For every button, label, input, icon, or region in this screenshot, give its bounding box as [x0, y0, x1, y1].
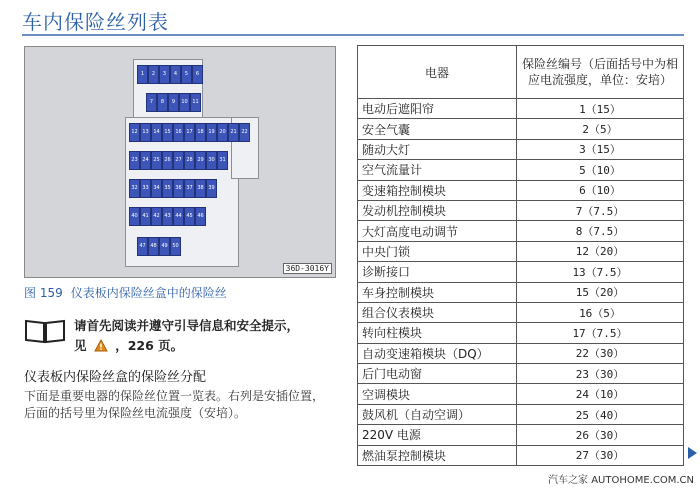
fuse-slot: 26 [162, 151, 173, 170]
fuse-slot: 10 [179, 93, 190, 112]
device-cell: 燃油泵控制模块 [358, 445, 517, 465]
fuse-cell: 17（7.5） [517, 323, 684, 343]
device-cell: 自动变速箱模块（DQ） [358, 343, 517, 363]
table-row [358, 99, 684, 119]
fuse-cell: 5（10） [517, 160, 684, 180]
fuse-slot: 30 [206, 151, 217, 170]
caption-number: 图 159 [24, 286, 63, 300]
fuse-cell: 25（40） [517, 404, 684, 424]
table-row [358, 221, 684, 241]
page-title: 车内保险丝列表 [22, 10, 169, 34]
header-fuse: 保险丝编号（后面括号中为相应电流强度，单位：安培） [517, 46, 684, 99]
table-row [358, 160, 684, 180]
fuse-slot: 27 [173, 151, 184, 170]
fuse-slot: 33 [140, 179, 151, 198]
fuse-slot: 19 [206, 123, 217, 142]
table-body [358, 99, 684, 466]
fuse-slot: 4 [170, 65, 181, 84]
fuse-cell: 2（5） [517, 119, 684, 139]
fuse-slot: 43 [162, 207, 173, 226]
table-row [358, 302, 684, 322]
device-cell: 转向柱模块 [358, 323, 517, 343]
device-cell: 空气流量计 [358, 160, 517, 180]
table-row [358, 180, 684, 200]
fuse-cell: 26（30） [517, 425, 684, 445]
fuse-cell: 16（5） [517, 302, 684, 322]
table-row [358, 282, 684, 302]
caption-text: 仪表板内保险丝盒中的保险丝 [70, 286, 227, 300]
fuse-slot: 37 [184, 179, 195, 198]
fuse-slot: 49 [159, 237, 170, 256]
fuse-slot: 25 [151, 151, 162, 170]
fuse-cell: 3（15） [517, 139, 684, 159]
fuse-cell: 24（10） [517, 384, 684, 404]
fuse-slot: 2 [148, 65, 159, 84]
note-line-2-suffix: ，226 页。 [115, 338, 184, 353]
table-row [358, 200, 684, 220]
fuse-slot: 47 [137, 237, 148, 256]
table-row [358, 119, 684, 139]
fuse-slot: 39 [206, 179, 217, 198]
fuse-slot: 20 [217, 123, 228, 142]
fuse-slot: 31 [217, 151, 228, 170]
fuse-slot: 13 [140, 123, 151, 142]
device-cell: 中央门锁 [358, 241, 517, 261]
table-row [358, 404, 684, 424]
diagram-code: 36D-3016Y [283, 263, 332, 274]
fuse-cell: 12（20） [517, 241, 684, 261]
fuse-slot: 18 [195, 123, 206, 142]
device-cell: 220V 电源 [358, 425, 517, 445]
fuse-cell: 22（30） [517, 343, 684, 363]
fuse-box-diagram [24, 46, 336, 278]
section-title: 仪表板内保险丝盒的保险丝分配 [24, 370, 207, 385]
watermark: 汽车之家 AUTOHOME.COM.CN [548, 475, 694, 486]
fuse-slot: 8 [157, 93, 168, 112]
fuse-slot: 7 [146, 93, 157, 112]
fuse-cell: 8（7.5） [517, 221, 684, 241]
fuse-slot: 6 [192, 65, 203, 84]
fuse-slot: 17 [184, 123, 195, 142]
device-cell: 后门电动窗 [358, 364, 517, 384]
fuse-slot: 5 [181, 65, 192, 84]
fuse-cell: 7（7.5） [517, 200, 684, 220]
device-cell: 变速箱控制模块 [358, 180, 517, 200]
warning-icon[interactable] [94, 339, 108, 352]
fuse-cell: 27（30） [517, 445, 684, 465]
fuse-slot: 50 [170, 237, 181, 256]
device-cell: 发动机控制模块 [358, 200, 517, 220]
fuse-slot: 36 [173, 179, 184, 198]
fuse-slot: 32 [129, 179, 140, 198]
table-row [358, 425, 684, 445]
fuse-slot: 21 [228, 123, 239, 142]
table-row [358, 262, 684, 282]
note-line-2-prefix: 见 [74, 338, 87, 353]
device-cell: 组合仪表模块 [358, 302, 517, 322]
table-row [358, 241, 684, 261]
device-cell: 鼓风机（自动空调） [358, 404, 517, 424]
fuse-slot: 14 [151, 123, 162, 142]
fuse-slot: 29 [195, 151, 206, 170]
fuse-slot: 45 [184, 207, 195, 226]
body-text: 下面是重要电器的保险丝位置一览表。右列是安插位置，后面的括号里为保险丝电流强度（安培）。 [24, 389, 325, 420]
fuse-slot: 3 [159, 65, 170, 84]
fuse-slot: 28 [184, 151, 195, 170]
next-page-arrow-icon[interactable] [688, 447, 697, 459]
device-cell: 空调模块 [358, 384, 517, 404]
device-cell: 随动大灯 [358, 139, 517, 159]
fuse-slot: 24 [140, 151, 151, 170]
fuse-table [357, 45, 684, 466]
fuse-slot: 48 [148, 237, 159, 256]
device-cell: 诊断接口 [358, 262, 517, 282]
table-row [358, 139, 684, 159]
header-device: 电器 [358, 46, 517, 99]
table-row [358, 384, 684, 404]
fuse-slot: 22 [239, 123, 250, 142]
fuse-slot: 41 [140, 207, 151, 226]
table-row [358, 343, 684, 363]
table-row [358, 445, 684, 465]
title-divider [22, 34, 684, 36]
figure-caption [24, 284, 227, 301]
fuse-cell: 15（20） [517, 282, 684, 302]
fuse-slot: 38 [195, 179, 206, 198]
table-row [358, 364, 684, 384]
table-row [358, 323, 684, 343]
device-cell: 安全气囊 [358, 119, 517, 139]
fuse-cell: 6（10） [517, 180, 684, 200]
fuse-slot: 34 [151, 179, 162, 198]
fuse-slot: 35 [162, 179, 173, 198]
book-icon [24, 318, 66, 344]
fuse-slot: 42 [151, 207, 162, 226]
fuse-slot: 16 [173, 123, 184, 142]
fuse-slot: 12 [129, 123, 140, 142]
fuse-slot: 44 [173, 207, 184, 226]
fuse-slot: 1 [137, 65, 148, 84]
fuse-slot: 9 [168, 93, 179, 112]
fuse-cell: 23（30） [517, 364, 684, 384]
fuse-slot: 11 [190, 93, 201, 112]
fuse-slot: 46 [195, 207, 206, 226]
fuse-slot: 40 [129, 207, 140, 226]
fuse-cell: 13（7.5） [517, 262, 684, 282]
fuse-cell: 1（15） [517, 99, 684, 119]
fuse-slot: 15 [162, 123, 173, 142]
note-line-1: 请首先阅读并遵守引导信息和安全提示， [74, 318, 300, 333]
table-header-row [358, 46, 684, 99]
fuse-slot: 23 [129, 151, 140, 170]
device-cell: 车身控制模块 [358, 282, 517, 302]
device-cell: 大灯高度电动调节 [358, 221, 517, 241]
device-cell: 电动后遮阳帘 [358, 99, 517, 119]
